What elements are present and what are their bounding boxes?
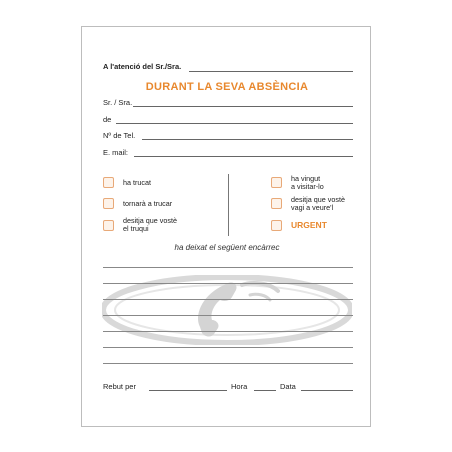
field-label-phone: Nº de Tel. <box>103 131 136 140</box>
option-label-called: ha trucat <box>123 178 151 187</box>
checkbox-call-back[interactable] <box>103 220 114 231</box>
message-line-5[interactable] <box>103 331 353 332</box>
checkbox-go-see[interactable] <box>271 198 282 209</box>
field-label-from: de <box>103 115 112 124</box>
attention-line[interactable] <box>189 71 353 72</box>
field-label-name: Sr. / Sra. <box>103 98 133 107</box>
options-divider <box>228 174 229 236</box>
date-line[interactable] <box>301 390 353 391</box>
field-line-from[interactable] <box>116 123 353 124</box>
message-form-sheet <box>81 26 371 427</box>
option-label-call-back: desitja que vostè el truqui <box>123 216 177 233</box>
telephone-handset-icon <box>102 275 352 345</box>
option-label-go-see: desitja que vostè vagi a veure'l <box>291 195 345 212</box>
message-line-2[interactable] <box>103 283 353 284</box>
option-label-visited: ha vingut a visitar-lo <box>291 174 324 191</box>
checkbox-visited[interactable] <box>271 177 282 188</box>
received-by-label: Rebut per <box>103 382 136 391</box>
message-line-4[interactable] <box>103 315 353 316</box>
attention-label: A l'atenció del Sr./Sra. <box>103 62 182 71</box>
checkbox-will-call-again[interactable] <box>103 198 114 209</box>
message-line-3[interactable] <box>103 299 353 300</box>
field-line-phone[interactable] <box>142 139 353 140</box>
received-by-line[interactable] <box>149 390 227 391</box>
message-line-6[interactable] <box>103 347 353 348</box>
time-label: Hora <box>231 382 248 391</box>
form-title: DURANT LA SEVA ABSÈNCIA <box>145 81 309 93</box>
time-line[interactable] <box>254 390 276 391</box>
field-label-email: E. mail: <box>103 148 129 157</box>
option-label-will-call-again: tornarà a trucar <box>123 199 173 208</box>
message-line-7[interactable] <box>103 363 353 364</box>
checkbox-urgent[interactable] <box>271 220 282 231</box>
message-line-1[interactable] <box>103 267 353 268</box>
message-heading: ha deixat el següent encàrrec <box>174 243 280 252</box>
field-line-name[interactable] <box>133 106 353 107</box>
checkbox-called[interactable] <box>103 177 114 188</box>
field-line-email[interactable] <box>134 156 353 157</box>
date-label: Data <box>280 382 296 391</box>
option-label-urgent: URGENT <box>291 220 327 230</box>
